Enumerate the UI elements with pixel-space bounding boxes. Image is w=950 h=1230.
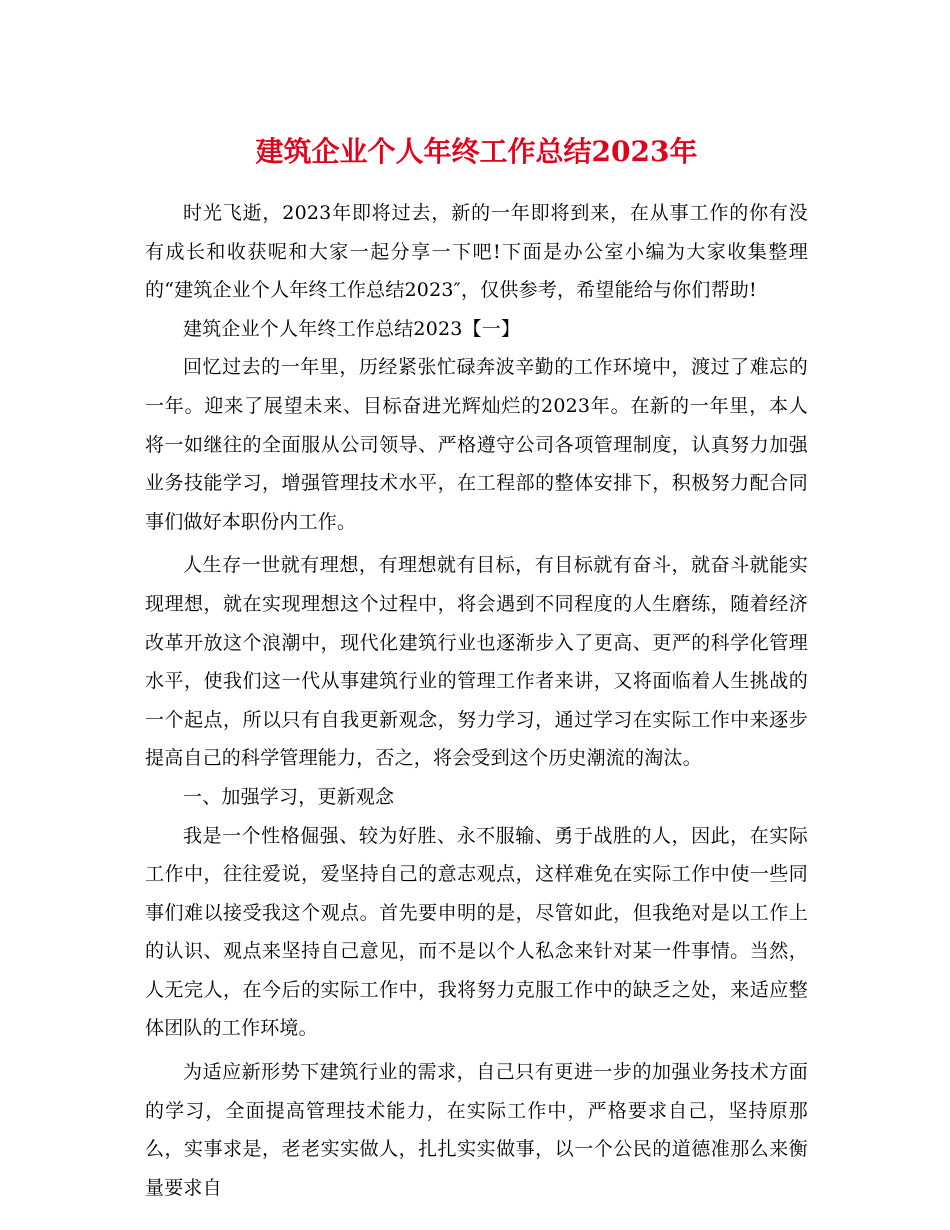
paragraph-review: 回忆过去的一年里，历经紧张忙碌奔波辛勤的工作环境中，渡过了难忘的一年。迎来了展望未来、目标奋进光辉灿烂的2023年。在新的一年里，本人将一如继往的全面服从公司领导、严格遵守公司各项管理制度，认真努力加强业务技能学习，增强管理技术水平，在工程部的整体安排下，积极努力配合同事们做好本职份内工作。 (145, 356, 808, 533)
paragraph-ideals: 人生存一世就有理想，有理想就有目标，有目标就有奋斗，就奋斗就能实现理想，就在实现理想这个过程中，将会遇到不同程度的人生磨练，随着经济改革开放这个浪潮中，现代化建筑行业也逐渐步入了更高、更严的科学化管理水平，使我们这一代从事建筑行业的管理工作者来讲，又将面临着人生挑战的一个起点，所以只有自我更新观念，努力学习，通过学习在实际工作中来逐步提高自己的科学管理能力，否之，将会受到这个历史潮流的淘汰。 (145, 554, 808, 770)
document-body (145, 194, 808, 1207)
section-heading-part-one: 建筑企业个人年终工作总结2023【一】 (183, 317, 521, 340)
paragraph-intro: 时光飞逝，2023年即将过去，新的一年即将到来，在从事工作的你有没有成长和收获呢和大家一起分享一下吧!下面是办公室小编为大家收集整理的“建筑企业个人年终工作总结2023″，仅供参考，希望能给与你们帮助! (145, 202, 808, 302)
document-title: 建筑企业个人年终工作总结2023年 (255, 135, 698, 168)
paragraph-personality: 我是一个性格倔强、较为好胜、永不服输、勇于战胜的人，因此，在实际工作中，往往爱说，爱坚持自己的意志观点，这样难免在实际工作中使一些同事们难以接受我这个观点。首先要申明的是，尽管如此，但我绝对是以工作上的认识、观点来坚持自己意见，而不是以个人私念来针对某一件事情。当然，人无完人，在今后的实际工作中，我将努力克服工作中的缺乏之处，来适应整体团队的工作环境。 (145, 824, 808, 1040)
paragraph-adaptation: 为适应新形势下建筑行业的需求，自己只有更进一步的加强业务技术方面的学习，全面提高管理技术能力，在实际工作中，严格要求自己，坚持原那么，实事求是，老老实实做人，扎扎实实做事，以一个公民的道德准那么来衡量要求自 (145, 1061, 808, 1199)
section-heading-learning: 一、加强学习，更新观念 (183, 785, 395, 808)
